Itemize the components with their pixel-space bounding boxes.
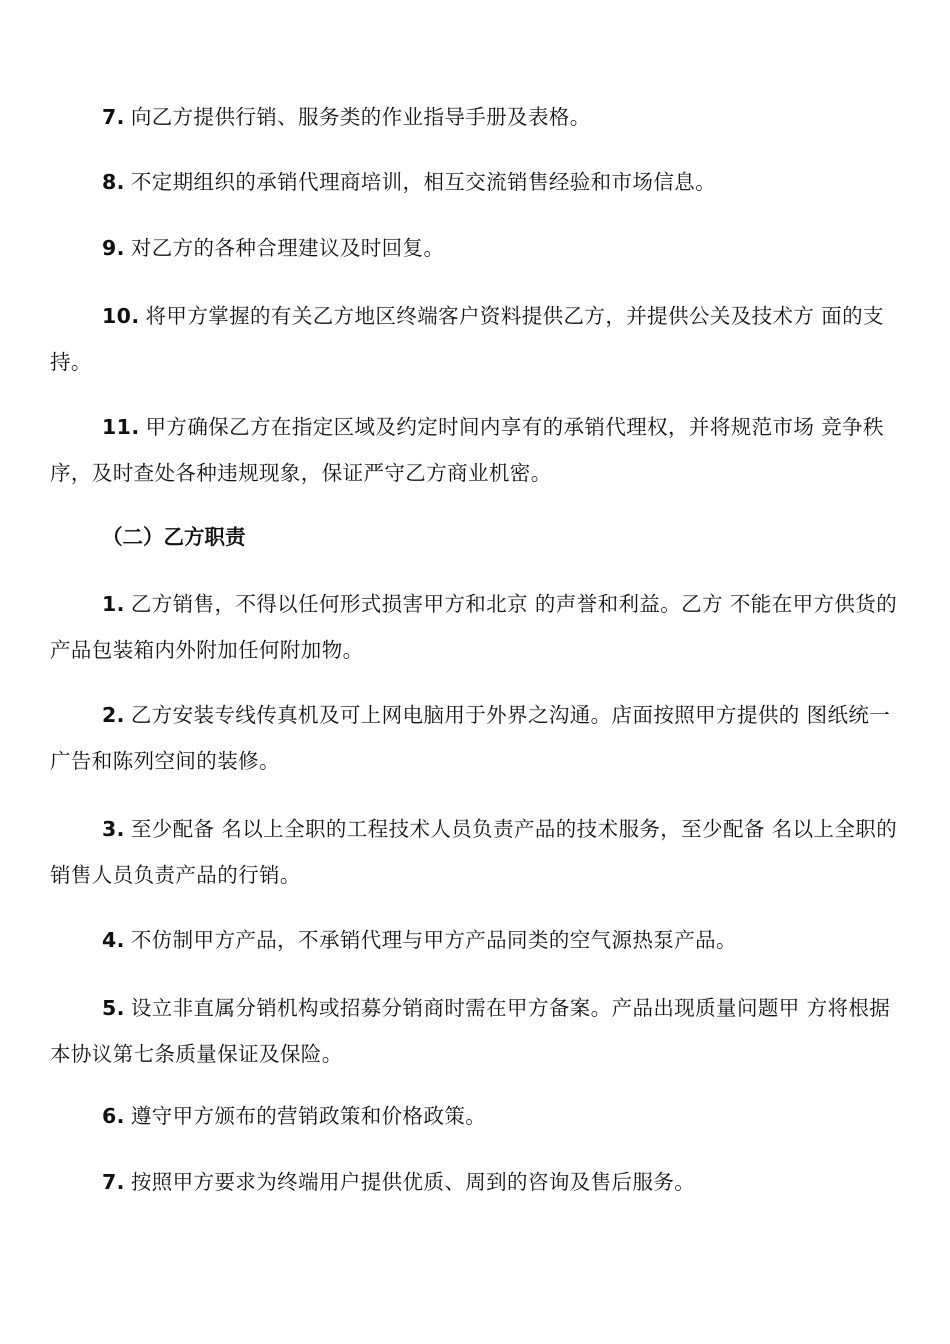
item-number: 3. bbox=[102, 817, 125, 841]
item-number: 4. bbox=[102, 928, 125, 952]
party-b-duty-2 bbox=[50, 692, 902, 784]
party-b-duty-6 bbox=[50, 1093, 902, 1139]
item-text: 乙方安装专线传真机及可上网电脑用于外界之沟通。店面按照甲方提供的 图纸统一广告和陈列空间的装修。 bbox=[50, 703, 891, 773]
item-number: 7. bbox=[102, 1170, 125, 1194]
item-text: 将甲方掌握的有关乙方地区终端客户资料提供乙方，并提供公关及技术方 面的支持。 bbox=[50, 304, 884, 374]
party-b-duty-4 bbox=[50, 917, 902, 963]
item-number: 11. bbox=[102, 415, 140, 439]
item-text: 遵守甲方颁布的营销政策和价格政策。 bbox=[130, 1104, 487, 1128]
item-number: 1. bbox=[102, 592, 125, 616]
item-text: 甲方确保乙方在指定区域及约定时间内享有的承销代理权，并将规范市场 竞争秩序，及时查处各种违规现象，保证严守乙方商业机密。 bbox=[50, 415, 884, 485]
item-number: 9. bbox=[102, 236, 125, 260]
item-text: 设立非直属分销机构或招募分销商时需在甲方备案。产品出现质量问题甲 方将根据本协议第七条质量保证及保险。 bbox=[50, 996, 891, 1066]
item-number: 6. bbox=[102, 1104, 125, 1128]
item-number: 7. bbox=[102, 105, 125, 129]
party-b-duty-1 bbox=[50, 581, 902, 673]
party-b-duty-5 bbox=[50, 985, 902, 1077]
item-text: 不仿制甲方产品，不承销代理与甲方产品同类的空气源热泵产品。 bbox=[130, 928, 737, 952]
party-b-duty-3 bbox=[50, 806, 902, 898]
item-text: 至少配备 名以上全职的工程技术人员负责产品的技术服务，至少配备 名以上全职的销售人员负责产品的行销。 bbox=[50, 817, 898, 887]
item-number: 2. bbox=[102, 703, 125, 727]
item-text: 向乙方提供行销、服务类的作业指导手册及表格。 bbox=[130, 105, 591, 129]
item-text: 不定期组织的承销代理商培训，相互交流销售经验和市场信息。 bbox=[130, 170, 717, 194]
party-b-duty-7 bbox=[50, 1159, 902, 1205]
section-heading-party-b: （二）乙方职责 bbox=[102, 525, 246, 549]
item-text: 对乙方的各种合理建议及时回复。 bbox=[130, 236, 445, 260]
party-a-duty-9 bbox=[50, 225, 902, 271]
item-number: 10. bbox=[102, 304, 140, 328]
party-a-duty-7 bbox=[50, 94, 902, 140]
party-a-duty-11 bbox=[50, 404, 902, 496]
party-a-duty-10 bbox=[50, 293, 902, 385]
item-number: 8. bbox=[102, 170, 125, 194]
item-number: 5. bbox=[102, 996, 125, 1020]
item-text: 乙方销售，不得以任何形式损害甲方和北京 的声誉和利益。乙方 不能在甲方供货的产品包装箱内外附加任何附加物。 bbox=[50, 592, 898, 662]
party-a-duty-8 bbox=[50, 159, 902, 205]
item-text: 按照甲方要求为终端用户提供优质、周到的咨询及售后服务。 bbox=[130, 1170, 696, 1194]
